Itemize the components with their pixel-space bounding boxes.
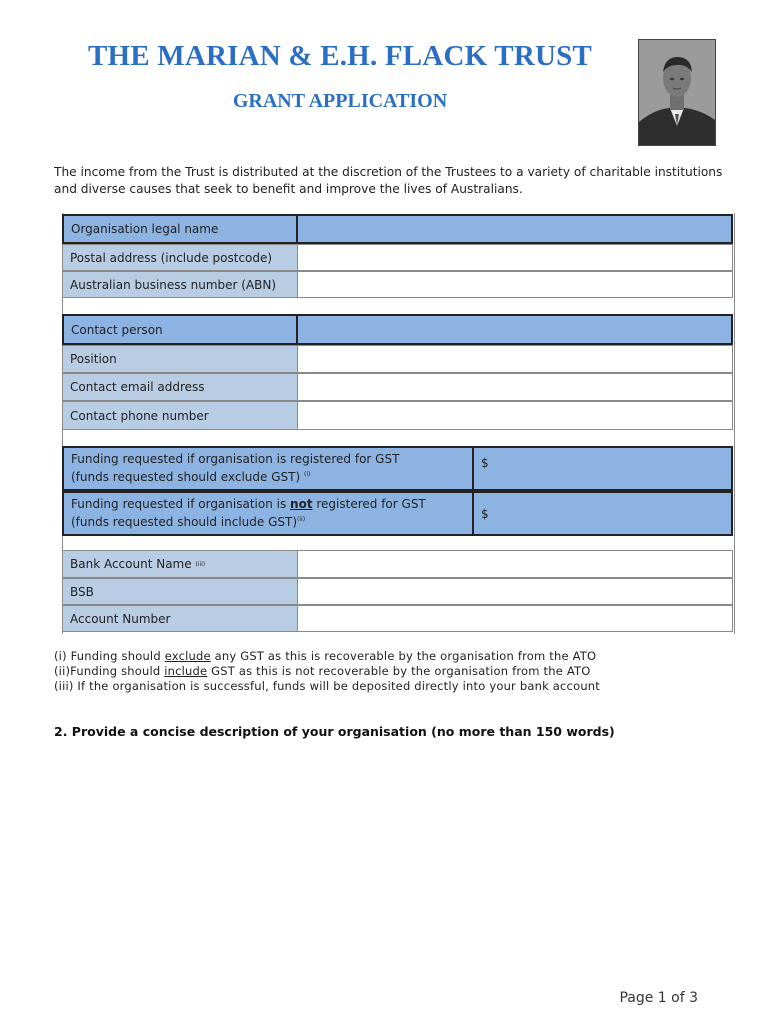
funding-nogst-note-ref: (ii): [297, 516, 306, 523]
bank-account-name-text: Bank Account Name: [70, 557, 192, 571]
footnote-2-underline: include: [164, 664, 208, 678]
funding-gst-note-ref: (i): [303, 471, 311, 478]
org-legal-name-row: [62, 214, 733, 244]
funding-nogst-field[interactable]: [474, 491, 733, 536]
bsb-field[interactable]: [298, 578, 733, 605]
account-number-field[interactable]: [298, 605, 733, 632]
postal-address-field[interactable]: [298, 244, 733, 271]
abn-row: [62, 271, 733, 298]
bank-account-name-note-ref: (iii): [195, 560, 206, 568]
position-field[interactable]: [298, 345, 733, 373]
contact-email-field[interactable]: [298, 373, 733, 401]
funding-nogst-currency: $: [481, 506, 489, 521]
postal-address-label: Postal address (include postcode): [62, 244, 298, 271]
abn-field[interactable]: [298, 271, 733, 298]
footnote-1-underline: exclude: [164, 649, 211, 663]
contact-email-label: Contact email address: [62, 373, 298, 401]
bank-account-name-field[interactable]: [298, 550, 733, 578]
funding-nogst-line2-text: (funds requested should include GST): [71, 515, 298, 529]
abn-label: Australian business number (ABN): [62, 271, 298, 298]
contact-phone-field[interactable]: [298, 401, 733, 430]
page-number: Page 1 of 3: [619, 990, 698, 1006]
bsb-label: BSB: [62, 578, 298, 605]
funding-nogst-row: [62, 491, 733, 536]
footnote-1: [54, 649, 734, 664]
funding-nogst-not: not: [290, 497, 313, 511]
contact-person-field[interactable]: [298, 314, 733, 345]
org-legal-name-label: Organisation legal name: [62, 214, 298, 244]
question-2-heading: 2. Provide a concise description of your organisation (no more than 150 words): [54, 724, 615, 739]
funding-gst-line1: Funding requested if organisation is registered for GST: [71, 452, 400, 466]
funding-gst-currency: $: [481, 456, 489, 470]
account-number-row: [62, 605, 733, 632]
footnote-2-prefix: (ii)Funding should: [54, 664, 165, 678]
contact-phone-row: [62, 401, 733, 430]
contact-person-label: Contact person: [62, 314, 298, 345]
portrait-image: [639, 40, 715, 145]
footnote-3: (iii) If the organisation is successful, funds will be deposited directly into your bank account: [54, 679, 601, 693]
footnotes: [54, 649, 734, 694]
footnote-1-prefix: (i) Funding should: [54, 649, 165, 663]
funding-nogst-label: [62, 491, 474, 536]
footnote-2: [54, 664, 734, 679]
bank-account-name-label: [62, 550, 298, 578]
document-subtitle: GRANT APPLICATION: [232, 90, 448, 112]
contact-email-row: [62, 373, 733, 401]
org-legal-name-field[interactable]: [298, 214, 733, 244]
contact-person-row: [62, 314, 733, 345]
funding-gst-field[interactable]: [474, 446, 733, 491]
position-label: Position: [62, 345, 298, 373]
funding-nogst-line1: [71, 497, 426, 512]
funding-nogst-line1b: registered for GST: [312, 497, 426, 511]
account-number-label: Account Number: [62, 605, 298, 632]
document-title: THE MARIAN & E.H. FLACK TRUST: [88, 40, 592, 72]
bank-account-name-row: [62, 550, 733, 578]
contact-phone-label: Contact phone number: [62, 401, 298, 430]
funding-gst-line2-text: (funds requested should exclude GST): [71, 470, 301, 484]
founder-portrait: [638, 39, 716, 146]
footnote-1-rest: any GST as this is recoverable by the organisation from the ATO: [210, 649, 597, 663]
funding-gst-line2: [71, 467, 399, 485]
funding-nogst-line2: [71, 512, 426, 530]
funding-gst-label: [62, 446, 474, 491]
intro-paragraph: The income from the Trust is distributed at the discretion of the Trustees to a variety of charitable institutions and diverse causes that seek to benefit and improve the lives of Australians.: [54, 165, 723, 196]
funding-gst-row: [62, 446, 733, 491]
funding-nogst-line1a: Funding requested if organisation is: [71, 497, 291, 511]
postal-address-row: [62, 244, 733, 271]
position-row: [62, 345, 733, 373]
footnote-2-rest: GST as this is not recoverable by the organisation from the ATO: [207, 664, 591, 678]
bsb-row: [62, 578, 733, 605]
